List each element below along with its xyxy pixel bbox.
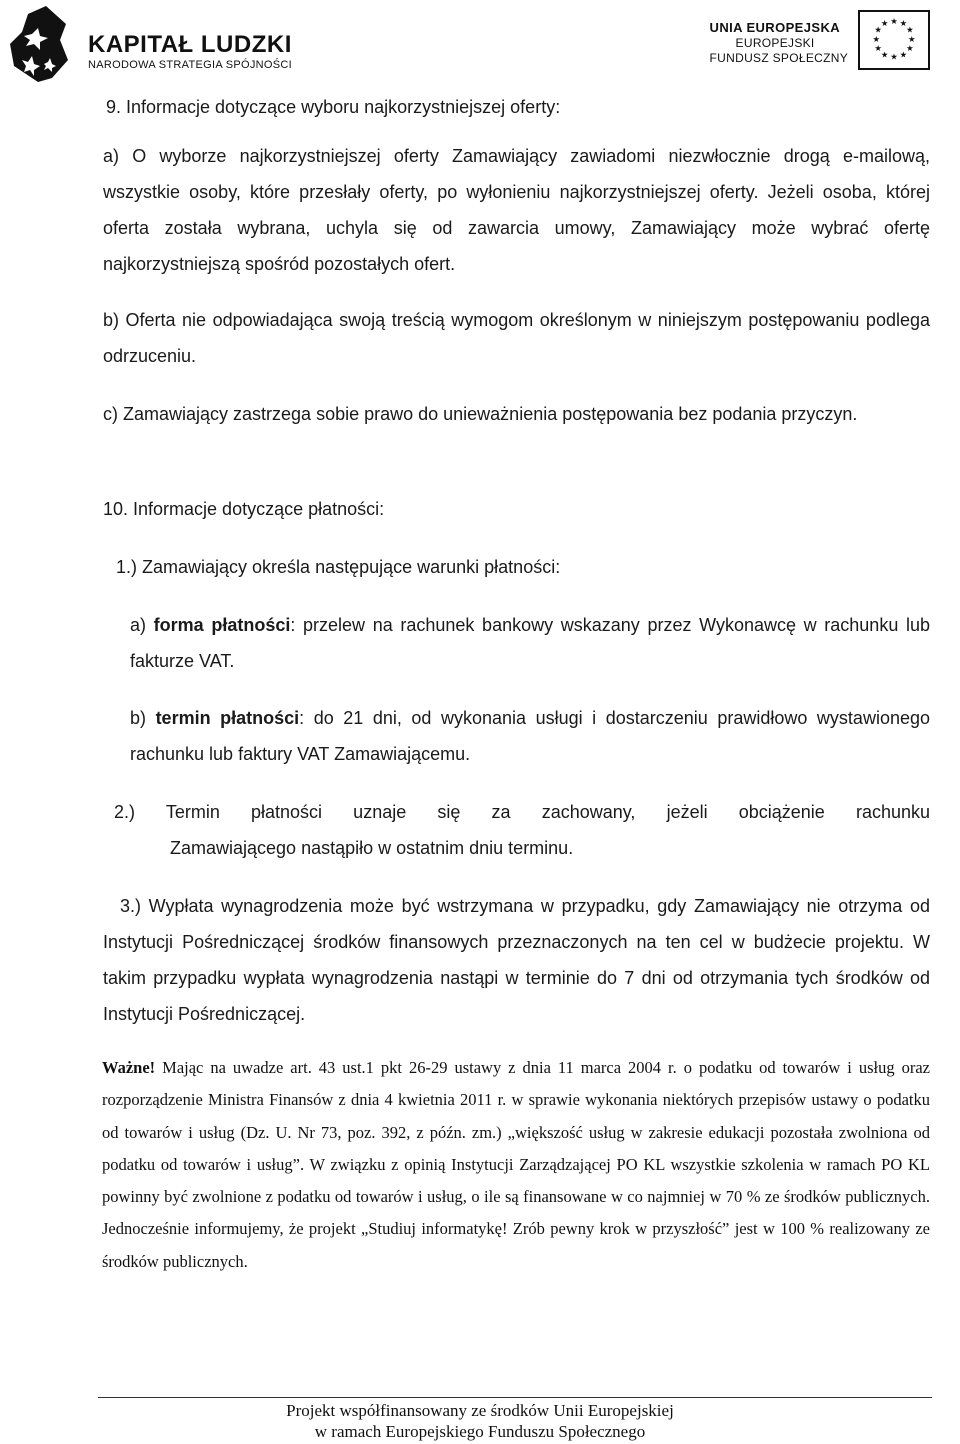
kapital-ludzki-logo-text (88, 32, 292, 71)
payment-term-label: termin płatności (155, 708, 300, 728)
svg-text:★: ★ (899, 49, 908, 60)
eu-logo-line2: EUROPEJSKI (735, 36, 815, 50)
footer-line1: Projekt współfinansowany ze środków Unii Europejskiej (286, 1401, 674, 1420)
footer-line2: w ramach Europejskiego Funduszu Społecznego (314, 1422, 646, 1441)
section-10-heading: 10. Informacje dotyczące płatności: (103, 499, 385, 519)
section-9-item-b: b) Oferta nie odpowiadająca swoją treścią wymogom określonym w niniejszym postępowaniu podlega odrzuceniu. (103, 310, 930, 366)
payment-form-label: forma płatności (153, 615, 291, 635)
payment-form-item (130, 607, 930, 679)
svg-text:★: ★ (874, 43, 882, 54)
svg-text:★: ★ (872, 33, 881, 44)
svg-text:★: ★ (899, 18, 908, 28)
section-10-item-2-line1: 2.) Termin płatności uznaje się za zachowany, jeżeli obciążenie rachunku (114, 802, 930, 822)
eu-logo-line3: FUNDUSZ SPOŁECZNY (709, 51, 848, 65)
svg-text:★: ★ (880, 49, 889, 60)
important-note (102, 1052, 930, 1278)
kapital-ludzki-logo-icon (8, 4, 68, 84)
payment-term-item (130, 700, 930, 772)
section-9-item-c: c) Zamawiający zastrzega sobie prawo do unieważnienia postępowania bez podania przyczyn. (103, 404, 858, 424)
section-10-item-2-line2: Zamawiającego nastąpiło w ostatnim dniu terminu. (170, 838, 574, 858)
logo-subtitle: NARODOWA STRATEGIA SPÓJNOŚCI (88, 59, 292, 71)
section-9-heading: 9. Informacje dotyczące wyboru najkorzystniejszej oferty: (106, 97, 561, 117)
payment-form-prefix: a) (130, 615, 154, 635)
eu-logo-line1: UNIA EUROPEJSKA (709, 20, 841, 35)
section-10-item-3: 3.) Wypłata wynagrodzenia może być wstrzymana w przypadku, gdy Zamawiający nie otrzyma od Instytucji Pośredniczącej środków finansowych przeznaczonych na ten cel w budżecie projektu. W takim przypadku wypłata wynagrodzenia nastąpi w terminie do 7 dni od otrzymania tych środków od Instytucji Pośredniczącej. (103, 896, 930, 1024)
svg-text:★: ★ (890, 16, 898, 27)
page-footer (0, 1400, 960, 1442)
svg-text:★: ★ (874, 24, 882, 35)
svg-text:★: ★ (890, 51, 898, 62)
important-note-label: Ważne! (102, 1058, 156, 1077)
footer-divider (98, 1397, 932, 1398)
payment-form-text: : przelew na rachunek bankowy wskazany przez Wykonawcę w rachunku lub fakturze VAT. (130, 615, 931, 671)
section-10-item-1: 1.) Zamawiający określa następujące warunki płatności: (116, 557, 561, 577)
eu-logo-text (710, 20, 848, 66)
svg-text:★: ★ (906, 43, 914, 54)
page-header (0, 0, 960, 90)
payment-term-text: : do 21 dni, od wykonania usługi i dostarczeniu prawidłowo wystawionego rachunku lub faktury VAT Zamawiającemu. (130, 708, 930, 764)
svg-text:★: ★ (906, 24, 914, 35)
svg-text:★: ★ (907, 33, 916, 44)
section-9-item-a: a) O wyborze najkorzystniejszej oferty Zamawiający zawiadomi niezwłocznie drogą e-mailową, wszystkie osoby, które przesłały oferty, po wyłonieniu najkorzystniejszej oferty. Jeżeli osoba, której oferta została wybrana, uchyla się od zawarcia umowy, Zamawiający może wybrać ofertę najkorzystniejszą spośród pozostałych ofert. (103, 146, 930, 274)
payment-term-prefix: b) (130, 708, 156, 728)
svg-text:★: ★ (880, 18, 889, 28)
important-note-text: Mając na uwadze art. 43 ust.1 pkt 26-29 ustawy z dnia 11 marca 2004 r. o podatku od towarów i usług oraz rozporządzenie Ministra Finansów z dnia 4 kwietnia 2011 r. w sprawie wykonania niektórych przepisów ustawy o podatku od towarów i usług (Dz. U. Nr 73, poz. 392, z późn. zm.) „większość usług w zakresie edukacji pozostała zwolniona od podatku od towarów i usług”. W związku z opinią Instytucji Zarządzającej PO KL wszystkie szkolenia w ramach PO KL powinny być zwolnione z podatku od towarów i usług, o ile są finansowane w co najmniej w 70 % ze środków publicznych. Jednocześnie informujemy, że projekt „Studiuj informatykę! Zrób pewny krok w przyszłość” jest w 100 % realizowany ze środków publicznych. (102, 1058, 930, 1271)
logo-title: KAPITAŁ LUDZKI (88, 31, 292, 58)
eu-flag-icon (858, 10, 930, 70)
